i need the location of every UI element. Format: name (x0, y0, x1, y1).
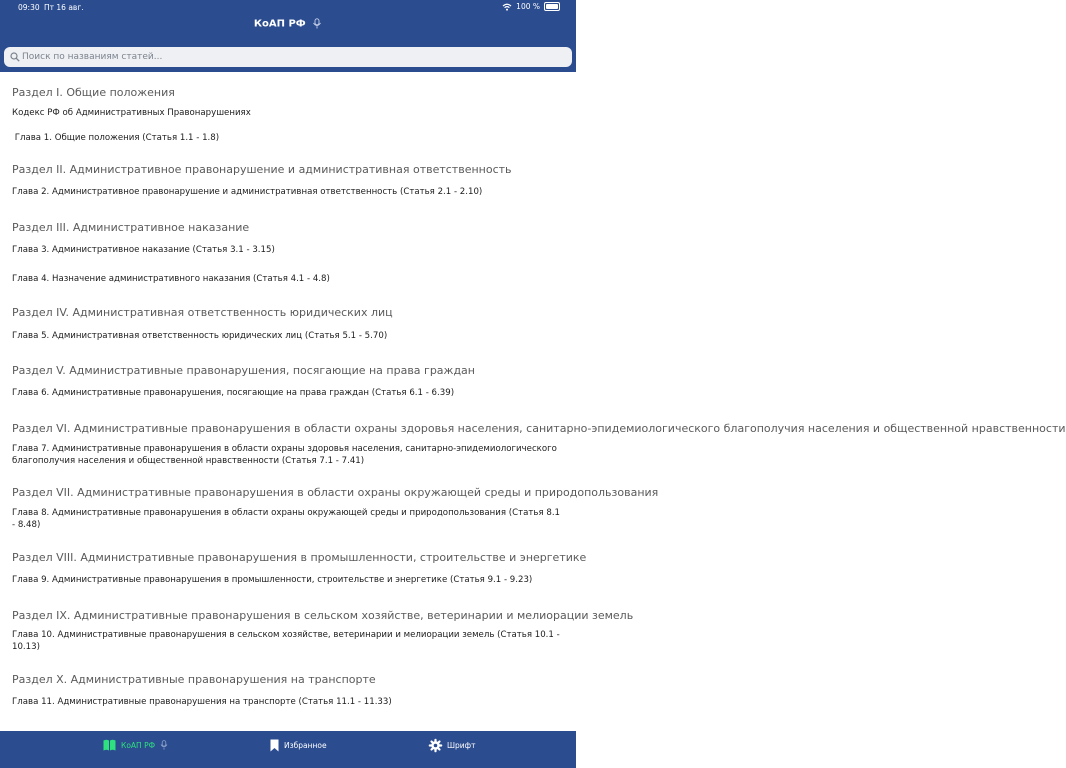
wifi-icon (502, 3, 512, 11)
section-5-title[interactable]: Раздел V. Административные правонарушения, посягающие на права граждан (12, 364, 475, 377)
status-time: 09:30 (18, 3, 40, 12)
chapter-10[interactable]: Глава 10. Административные правонарушения в сельском хозяйстве, ветеринарии и мелиорации земель (Статья 10.1 - 10.13) (12, 630, 560, 652)
tab-favorites-label: Избранное (284, 741, 327, 750)
microphone-icon (312, 18, 322, 29)
tab-font-label: Шрифт (447, 741, 476, 750)
microphone-icon (160, 740, 168, 750)
page-title (0, 18, 576, 30)
section-1-title[interactable]: Раздел I. Общие положения (12, 86, 175, 99)
chapter-3[interactable]: Глава 3. Административное наказание (Статья 3.1 - 3.15) (12, 245, 275, 255)
sections-list[interactable] (0, 72, 1066, 731)
section-10-title[interactable]: Раздел X. Административные правонарушения на транспорте (12, 673, 376, 686)
tab-font[interactable] (429, 739, 475, 752)
status-date: Пт 16 авг. (44, 3, 84, 12)
navigation-bar (0, 0, 576, 72)
chapter-7[interactable]: Глава 7. Административные правонарушения в области охраны здоровья населения, санитарно-эпидемиологического благополучия населения и общественной нравственности (Статья 7.1 - 7.41) (12, 444, 557, 466)
search-bar[interactable] (4, 47, 572, 67)
chapter-2[interactable]: Глава 2. Административное правонарушение и административная ответственность (Статья 2.1 - 2.10) (12, 187, 483, 197)
chapter-6[interactable]: Глава 6. Административные правонарушения, посягающие на права граждан (Статья 6.1 - 6.39) (12, 388, 455, 398)
search-input[interactable] (22, 47, 562, 67)
status-right (502, 2, 560, 11)
section-8-title[interactable]: Раздел VIII. Административные правонарушения в промышленности, строительстве и энергетике (12, 551, 587, 564)
status-bar (0, 0, 576, 14)
tab-koap[interactable] (103, 739, 168, 751)
page-title-text: КоАП РФ (253, 18, 306, 30)
section-9-title[interactable]: Раздел IX. Административные правонарушения в сельском хозяйстве, ветеринарии и мелиорации земель (12, 609, 634, 622)
tab-bar (0, 731, 576, 768)
chapter-11[interactable]: Глава 11. Административные правонарушения на транспорте (Статья 11.1 - 11.33) (12, 697, 392, 707)
tab-koap-label: КоАП РФ (121, 740, 156, 750)
chapter-8[interactable]: Глава 8. Административные правонарушения в области охраны окружающей среды и природопользования (Статья 8.1 - 8.48) (12, 508, 561, 530)
section-4-title[interactable]: Раздел IV. Административная ответственность юридических лиц (12, 306, 393, 319)
chapter-intro[interactable]: Кодекс РФ об Административных Правонарушениях (12, 108, 251, 118)
chapter-1[interactable]: Глава 1. Общие положения (Статья 1.1 - 1.8) (12, 133, 220, 143)
bookmark-icon (270, 739, 279, 752)
battery-percent: 100 % (516, 2, 540, 11)
chapter-4[interactable]: Глава 4. Назначение административного наказания (Статья 4.1 - 4.8) (12, 274, 330, 284)
chapter-5[interactable]: Глава 5. Административная ответственность юридических лиц (Статья 5.1 - 5.70) (12, 331, 388, 341)
book-icon (103, 739, 116, 751)
tab-favorites[interactable] (270, 739, 327, 752)
section-7-title[interactable]: Раздел VII. Административные правонарушения в области охраны окружающей среды и природопользования (12, 486, 659, 499)
section-3-title[interactable]: Раздел III. Административное наказание (12, 221, 250, 234)
section-2-title[interactable]: Раздел II. Административное правонарушение и административная ответственность (12, 163, 512, 176)
section-6-title[interactable]: Раздел VI. Административные правонарушения в области охраны здоровья населения, санитарно-эпидемиологического благополучия населения и общественной нравственности (12, 422, 1066, 435)
gear-icon (429, 739, 442, 752)
battery-icon (544, 2, 560, 11)
chapter-9[interactable]: Глава 9. Административные правонарушения в промышленности, строительстве и энергетике (Статья 9.1 - 9.23) (12, 575, 533, 585)
search-icon (10, 52, 20, 62)
